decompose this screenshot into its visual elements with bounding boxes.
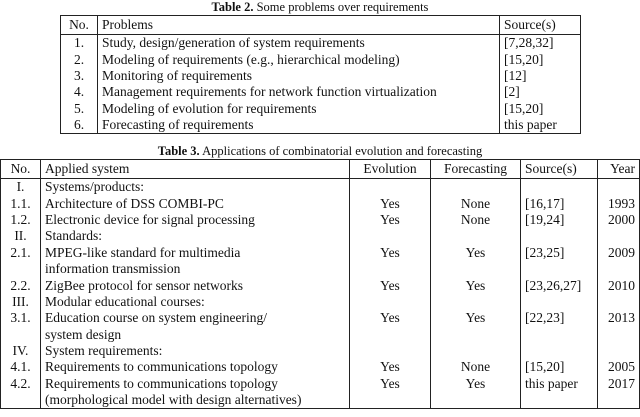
table-cell: 2010 [598, 277, 640, 293]
header-no: No. [1, 160, 41, 179]
table-cell [598, 294, 640, 310]
table-cell: 1.1. [1, 195, 41, 211]
table-cell: [15,20] [500, 51, 581, 67]
header-evolution: Evolution [350, 160, 431, 179]
table-cell: Monitoring of requirements [98, 68, 500, 84]
table-cell [1, 261, 41, 277]
table-row [1, 376, 640, 392]
table-cell: [15,20] [521, 359, 598, 375]
table-cell: Yes [350, 245, 431, 261]
table-cell: Management requirements for network function virtualization [98, 84, 500, 100]
table-row [1, 245, 640, 261]
table-cell: 1.2. [1, 212, 41, 228]
table-cell: 4.1. [1, 359, 41, 375]
table-cell: [23,26,27] [521, 277, 598, 293]
table-cell: Yes [431, 245, 521, 261]
table-cell: Yes [431, 376, 521, 392]
table-cell: 2. [61, 51, 98, 67]
table2-header-row [61, 16, 581, 35]
table-cell: Yes [350, 310, 431, 326]
table-cell: system design [41, 327, 350, 343]
table-cell: Yes [350, 376, 431, 392]
table-cell: 6. [61, 117, 98, 134]
table-cell: this paper [521, 376, 598, 392]
table-row [1, 343, 640, 359]
table2-label: Table 2. [211, 0, 254, 14]
table-cell [350, 294, 431, 310]
table3-caption [0, 144, 640, 158]
table3-header-row [1, 160, 640, 179]
table-cell: 2005 [598, 359, 640, 375]
table-cell [431, 261, 521, 277]
table-cell: ZigBee protocol for sensor networks [41, 277, 350, 293]
table-row [1, 179, 640, 196]
table-cell [521, 343, 598, 359]
table-cell: Education course on system engineering/ [41, 310, 350, 326]
table2-title: Some problems over requirements [256, 0, 429, 14]
table-row [1, 277, 640, 293]
table-cell: 2013 [598, 310, 640, 326]
table-cell [350, 179, 431, 196]
table-cell: 3.1. [1, 310, 41, 326]
table-cell: Systems/products: [41, 179, 350, 196]
table3-title: Applications of combinatorial evolution and forecasting [202, 144, 483, 158]
table-cell: Electronic device for signal processing [41, 212, 350, 228]
table-cell [1, 327, 41, 343]
table-cell [521, 261, 598, 277]
table-cell: [23,25] [521, 245, 598, 261]
table-cell: 2.1. [1, 245, 41, 261]
table-row [1, 392, 640, 409]
table-cell: [16,17] [521, 195, 598, 211]
table-row [61, 117, 581, 134]
table-cell: 2017 [598, 376, 640, 392]
table2-caption [0, 0, 640, 14]
table-cell: I. [1, 179, 41, 196]
table-cell [521, 392, 598, 409]
table-cell: II. [1, 228, 41, 244]
header-no: No. [61, 16, 98, 35]
table-cell: [7,28,32] [500, 35, 581, 52]
table-row [1, 294, 640, 310]
table-cell [350, 327, 431, 343]
table-row [1, 228, 640, 244]
table-row [61, 35, 581, 52]
table-cell: Yes [350, 359, 431, 375]
table-cell: 2009 [598, 245, 640, 261]
table-cell: None [431, 195, 521, 211]
table-cell: None [431, 212, 521, 228]
table-cell: 3. [61, 68, 98, 84]
table-row [61, 68, 581, 84]
table-cell [431, 179, 521, 196]
table-cell: Modeling of evolution for requirements [98, 101, 500, 117]
table-cell: Modular educational courses: [41, 294, 350, 310]
table-cell: [22,23] [521, 310, 598, 326]
table3 [0, 159, 640, 409]
table-cell: 1. [61, 35, 98, 52]
table-cell [521, 228, 598, 244]
table-row [61, 51, 581, 67]
table-cell: [12] [500, 68, 581, 84]
table-row [1, 327, 640, 343]
table-cell: Standards: [41, 228, 350, 244]
table-cell: 4. [61, 84, 98, 100]
table-cell: [15,20] [500, 101, 581, 117]
table-cell: IV. [1, 343, 41, 359]
table-cell: (morphological model with design alternatives) [41, 392, 350, 409]
table-cell: Modeling of requirements (e.g., hierarchical modeling) [98, 51, 500, 67]
header-forecasting: Forecasting [431, 160, 521, 179]
table-row [1, 212, 640, 228]
table-cell [431, 392, 521, 409]
table-row [61, 84, 581, 100]
table-cell [431, 327, 521, 343]
header-problems: Problems [98, 16, 500, 35]
table-cell [431, 228, 521, 244]
table-cell: Yes [350, 277, 431, 293]
table-cell [598, 179, 640, 196]
table-cell [521, 294, 598, 310]
table-cell [521, 327, 598, 343]
table-cell [521, 179, 598, 196]
table-cell: 1993 [598, 195, 640, 211]
table-cell [598, 261, 640, 277]
table-cell: MPEG-like standard for multimedia [41, 245, 350, 261]
header-applied-system: Applied system [41, 160, 350, 179]
table-cell: 4.2. [1, 376, 41, 392]
table-cell [598, 392, 640, 409]
table-row [1, 195, 640, 211]
table-cell [350, 343, 431, 359]
header-sources: Source(s) [500, 16, 581, 35]
table-cell [350, 392, 431, 409]
table-cell [1, 392, 41, 409]
table-cell: [19,24] [521, 212, 598, 228]
table2 [60, 15, 581, 134]
table-cell: 2.2. [1, 277, 41, 293]
table-cell: this paper [500, 117, 581, 134]
table-cell: System requirements: [41, 343, 350, 359]
table-cell: [2] [500, 84, 581, 100]
table-cell: Study, design/generation of system requirements [98, 35, 500, 52]
table-cell: Yes [431, 277, 521, 293]
table-cell [598, 327, 640, 343]
table-row [1, 359, 640, 375]
table-cell: 5. [61, 101, 98, 117]
table-cell: Yes [431, 310, 521, 326]
table-row [1, 261, 640, 277]
table3-label: Table 3. [157, 144, 200, 158]
table-cell [431, 294, 521, 310]
table-cell [431, 343, 521, 359]
header-sources: Source(s) [521, 160, 598, 179]
table-cell [598, 228, 640, 244]
table-cell: Requirements to communications topology [41, 359, 350, 375]
table-cell: 2000 [598, 212, 640, 228]
table-cell: Requirements to communications topology [41, 376, 350, 392]
table-cell: Forecasting of requirements [98, 117, 500, 134]
table-row [1, 310, 640, 326]
table-cell [350, 261, 431, 277]
table-cell: III. [1, 294, 41, 310]
header-year: Year [598, 160, 640, 179]
table-cell: None [431, 359, 521, 375]
table-cell [350, 228, 431, 244]
table-cell: Yes [350, 212, 431, 228]
table-cell [598, 343, 640, 359]
table-cell: Yes [350, 195, 431, 211]
table-cell: information transmission [41, 261, 350, 277]
table-row [61, 101, 581, 117]
table-cell: Architecture of DSS COMBI-PC [41, 195, 350, 211]
